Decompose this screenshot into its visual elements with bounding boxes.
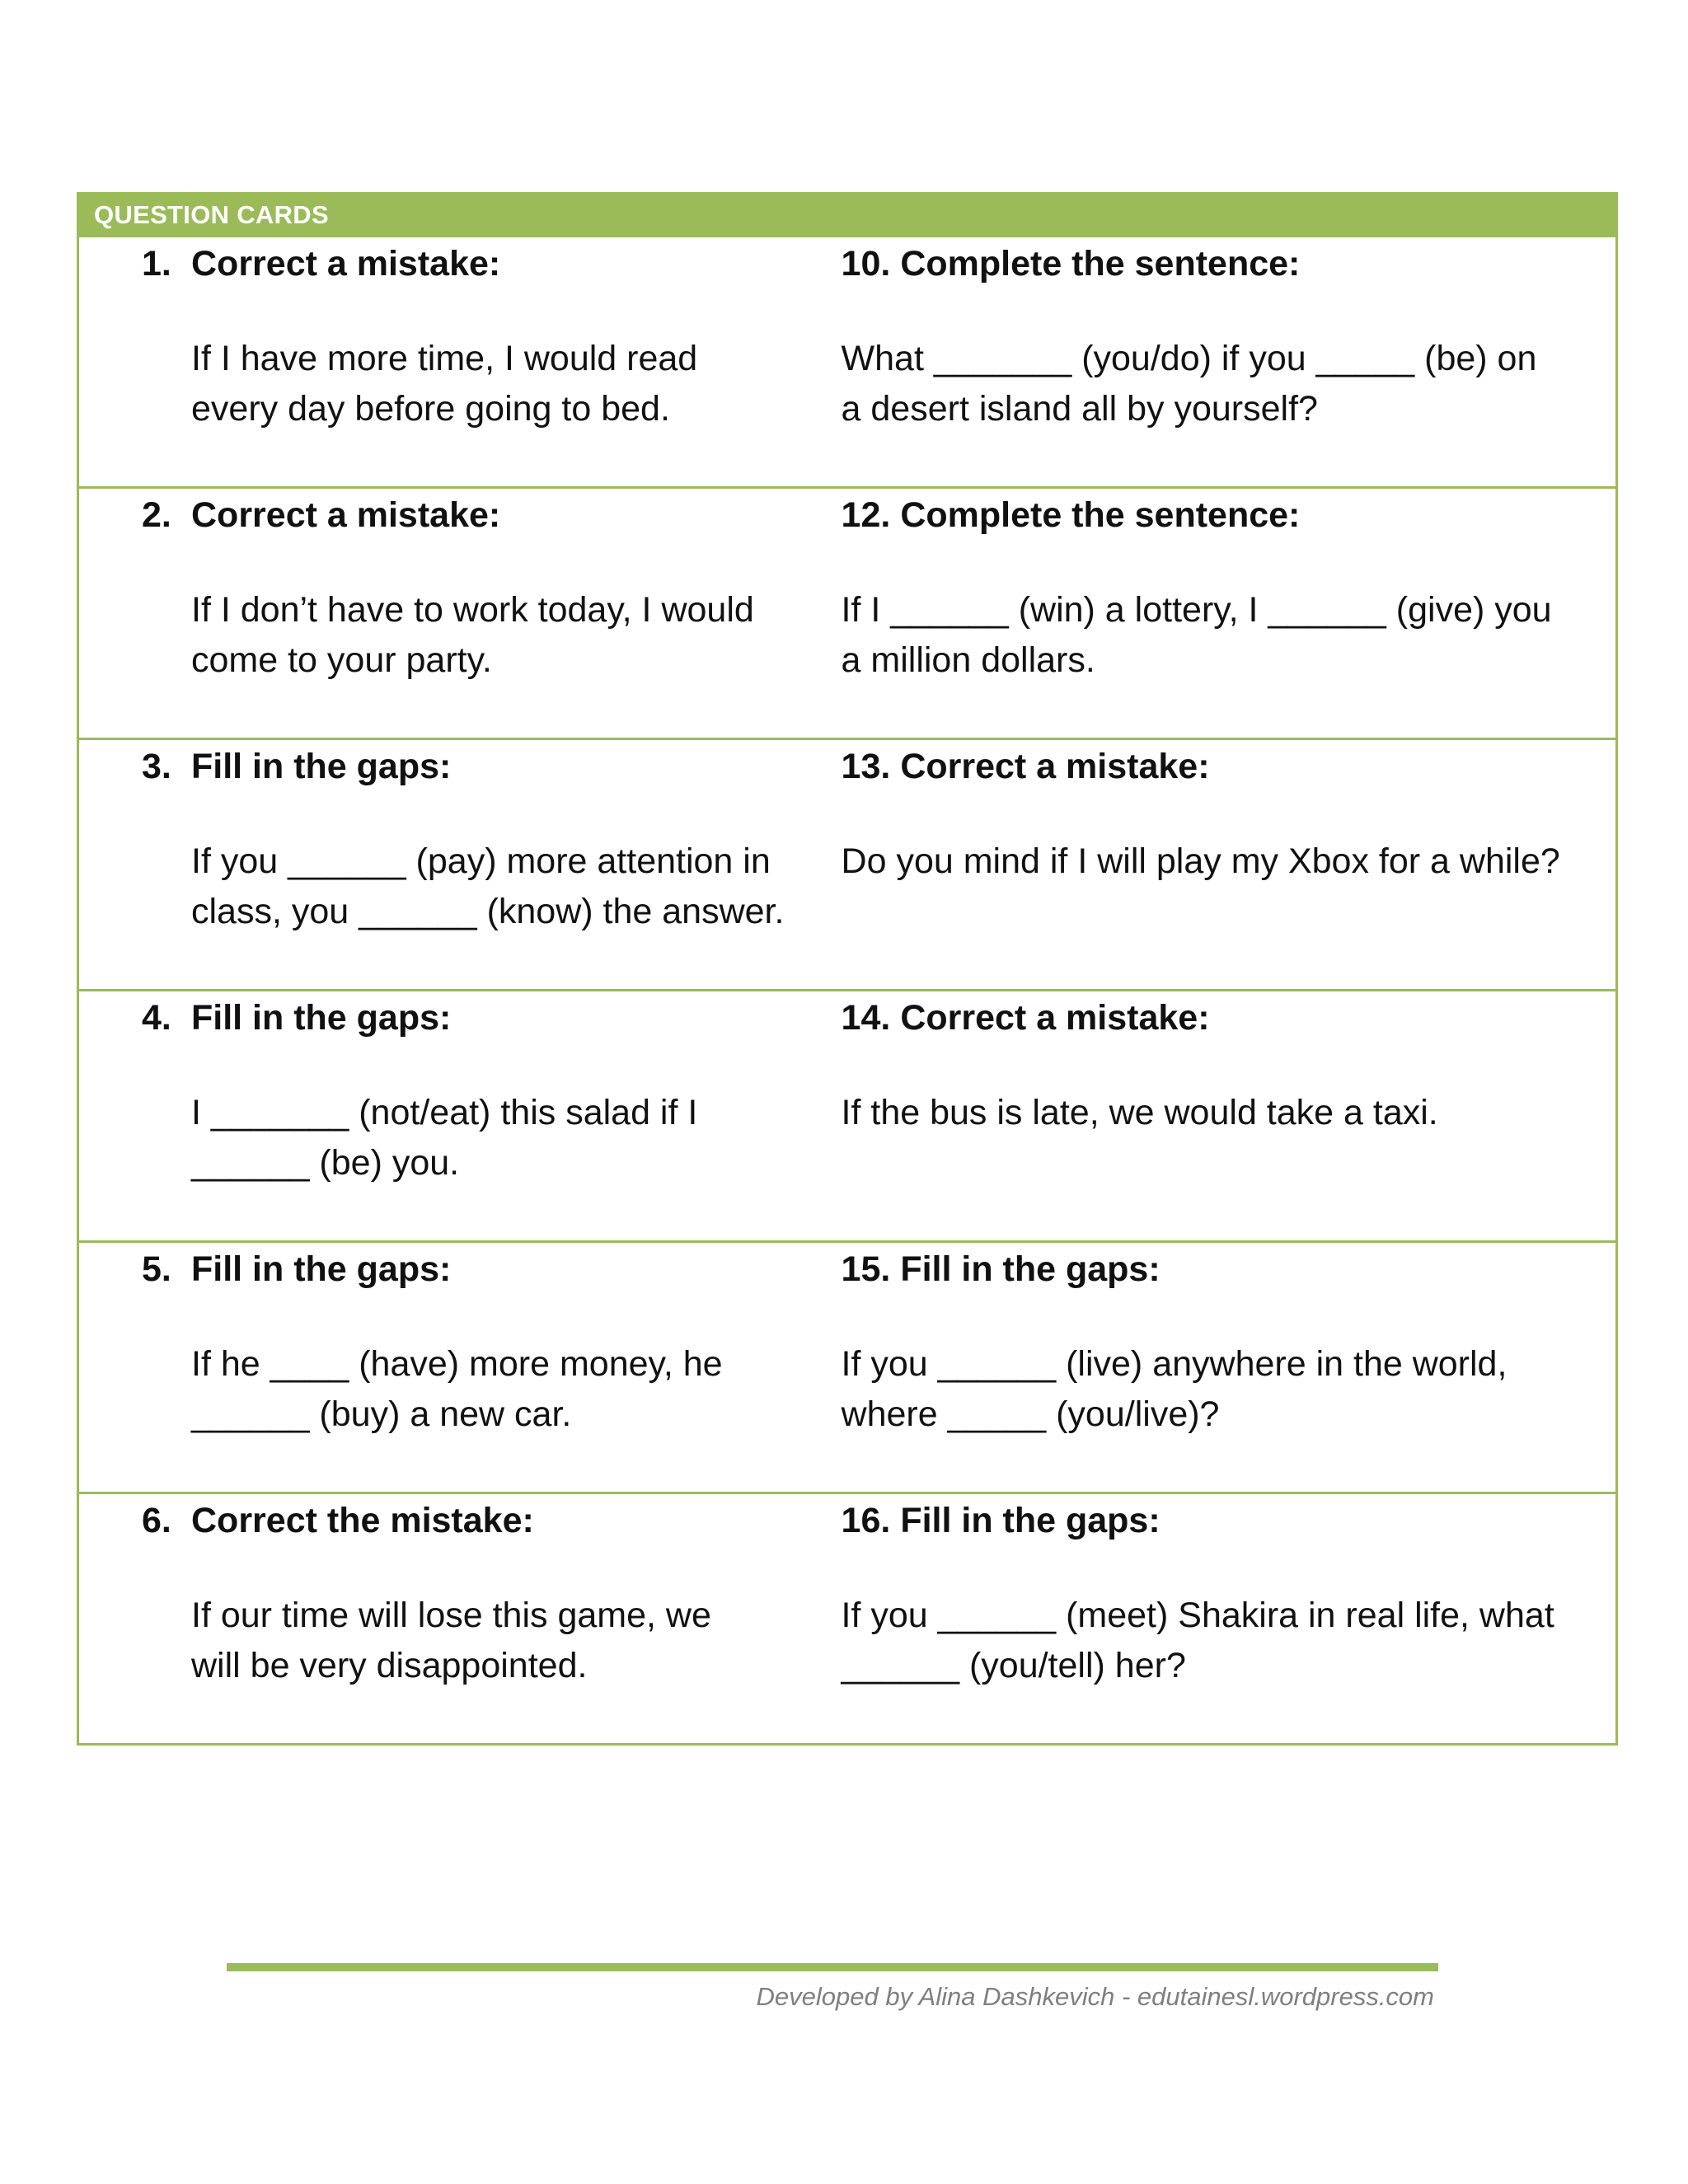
table-header: QUESTION CARDS [79,194,1615,235]
question-body: If the bus is late, we would take a taxi. [841,1093,1438,1132]
question-heading [142,996,842,1039]
question-title: Correct a mistake: [191,495,501,535]
question-card-12 [842,489,1615,738]
question-number: 14. [841,998,891,1038]
question-heading [842,494,1615,537]
question-heading [842,745,1615,788]
question-heading [142,1499,842,1542]
question-title: Correct a mistake: [900,747,1210,786]
question-body: If our time will lose this game, we will be very disappointed. [191,1596,711,1685]
question-card-6 [79,1494,842,1743]
question-body: I _______ (not/eat) this salad if I ______ (be) you. [191,1093,698,1183]
table-row [79,1492,1615,1743]
question-body: What _______ (you/do) if you _____ (be) on a desert island all by yourself? [841,339,1537,429]
question-title: Correct a mistake: [900,998,1210,1038]
question-body: If I have more time, I would read every day before going to bed. [191,339,698,429]
question-card-13 [842,740,1615,989]
question-body: If I ______ (win) a lottery, I ______ (give) you a million dollars. [841,590,1552,680]
question-title: Fill in the gaps: [191,1249,452,1289]
question-number: 15. [841,1249,891,1289]
question-number: 2. [142,495,171,535]
table-row [79,738,1615,989]
question-card-16 [842,1494,1615,1743]
question-body: If you ______ (pay) more attention in class, you ______ (know) the answer. [191,841,785,931]
question-body: Do you mind if I will play my Xbox for a while? [841,841,1560,881]
footer-credit: Developed by Alina Dashkevich - edutainesl.wordpress.com [756,1982,1434,2011]
question-card-4 [79,991,842,1240]
question-heading [842,242,1615,285]
question-number: 13. [841,747,891,786]
question-body: If he ____ (have) more money, he ______ (buy) a new car. [191,1344,723,1434]
question-number: 5. [142,1249,171,1289]
question-heading [142,1248,842,1291]
question-heading [142,242,842,285]
question-title: Complete the sentence: [900,495,1301,535]
question-number: 16. [841,1501,891,1540]
question-card-10 [842,237,1615,486]
question-card-1 [79,237,842,486]
question-body: If you ______ (meet) Shakira in real life, what ______ (you/tell) her? [841,1596,1554,1685]
question-heading [142,745,842,788]
table-row [79,486,1615,738]
question-number: 10. [841,244,891,284]
question-heading [842,996,1615,1039]
question-title: Correct a mistake: [191,244,501,284]
question-card-15 [842,1243,1615,1492]
question-title: Fill in the gaps: [900,1501,1160,1540]
question-title: Fill in the gaps: [191,747,452,786]
question-card-14 [842,991,1615,1240]
table-row [79,1240,1615,1492]
question-title: Fill in the gaps: [191,998,452,1038]
question-card-3 [79,740,842,989]
question-card-2 [79,489,842,738]
question-cards-table [77,192,1618,1746]
question-number: 1. [142,244,171,284]
question-heading [842,1248,1615,1291]
footer-divider [227,1963,1438,1971]
question-number: 12. [841,495,891,535]
table-row [79,235,1615,486]
question-number: 3. [142,747,171,786]
question-number: 4. [142,998,171,1038]
question-number: 6. [142,1501,171,1540]
table-row [79,989,1615,1240]
question-body: If you ______ (live) anywhere in the world, where _____ (you/live)? [841,1344,1507,1434]
question-title: Fill in the gaps: [900,1249,1160,1289]
question-card-5 [79,1243,842,1492]
question-body: If I don’t have to work today, I would come to your party. [191,590,754,680]
question-title: Correct the mistake: [191,1501,534,1540]
question-heading [842,1499,1615,1542]
question-title: Complete the sentence: [900,244,1301,284]
question-heading [142,494,842,537]
